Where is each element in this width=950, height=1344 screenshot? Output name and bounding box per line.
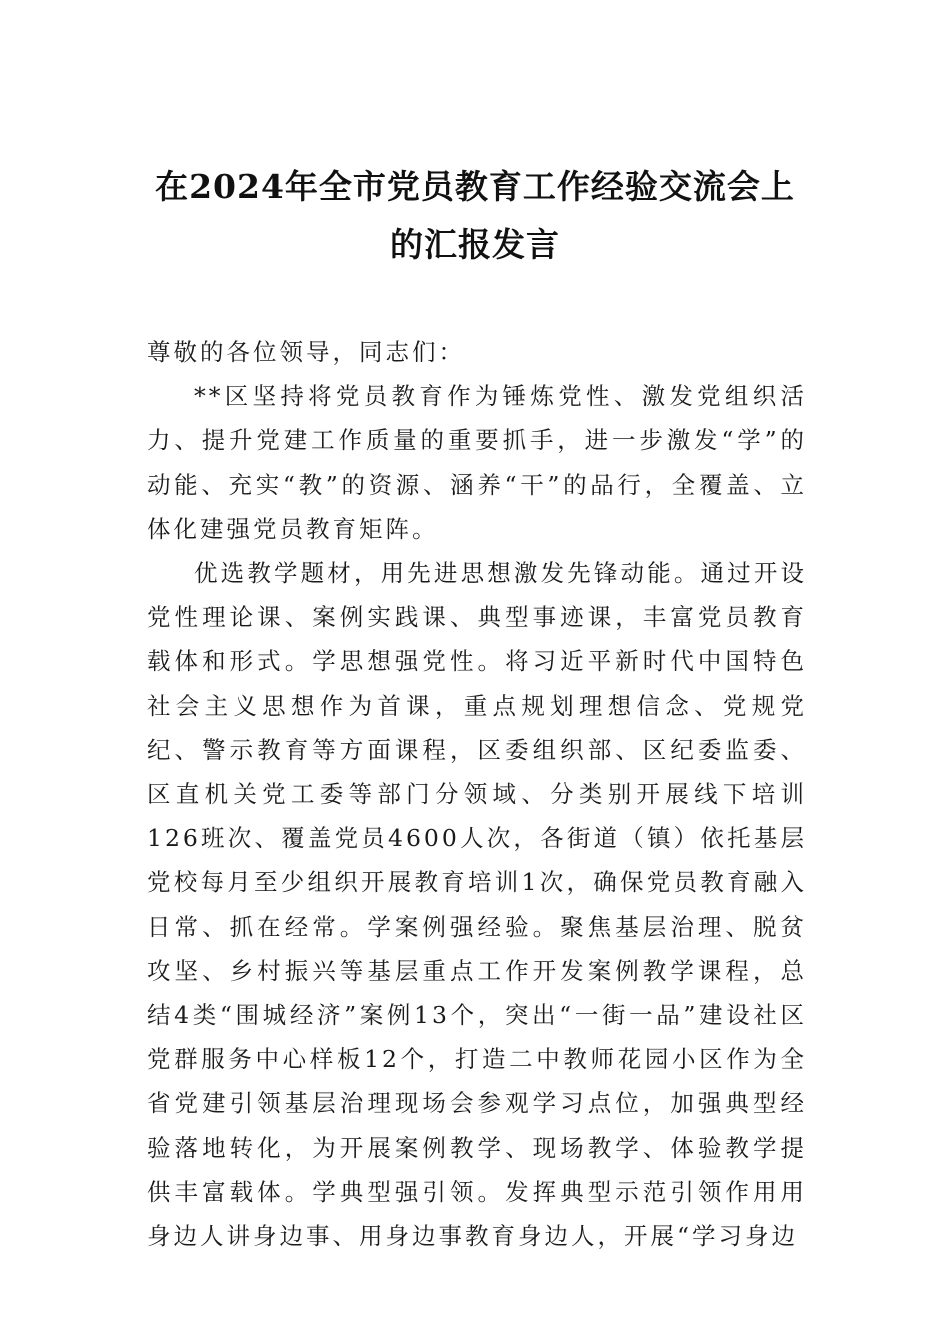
paragraph-teaching-materials: 优选教学题材，用先进思想激发先锋动能。通过开设党性理论课、案例实践课、典型事迹课，丰富党员教育载体和形式。学思想强党性。将习近平新时代中国特色社会主义思想作为首课，重点规划理想信念、党规党纪、警示教育等方面课程，区委组织部、区纪委监委、区直机关党工委等部门分领域、分类别开展线下培训126班次、覆盖党员4600人次，各街道（镇）依托基层党校每月至少组织开展教育培训1次，确保党员教育融入日常、抓在经常。学案例强经验。聚焦基层治理、脱贫攻坚、乡村振兴等基层重点工作开发案例教学课程，总结4类“围城经济”案例13个，突出“一街一品”建设社区党群服务中心样板12个，打造二中教师花园小区作为全省党建引领基层治理现场会参观学习点位，加强典型经验落地转化，为开展案例教学、现场教学、体验教学提供丰富载体。学典型强引领。发挥典型示范引领作用用身边人讲身边事、用身边事教育身边人，开展“学习身边 xyxy=(147,559,807,1251)
document-title xyxy=(140,158,810,274)
document-body xyxy=(147,330,807,1258)
salutation: 尊敬的各位领导，同志们： xyxy=(147,338,465,366)
title-line-2: 的汇报发言 xyxy=(390,225,560,264)
title-line-1: 在2024年全市党员教育工作经验交流会上 xyxy=(155,167,795,206)
paragraph-intro: **区坚持将党员教育作为锤炼党性、激发党组织活力、提升党建工作质量的重要抓手，进一步激发“学”的动能、充实“教”的资源、涵养“干”的品行，全覆盖、立体化建强党员教育矩阵。 xyxy=(147,382,807,543)
